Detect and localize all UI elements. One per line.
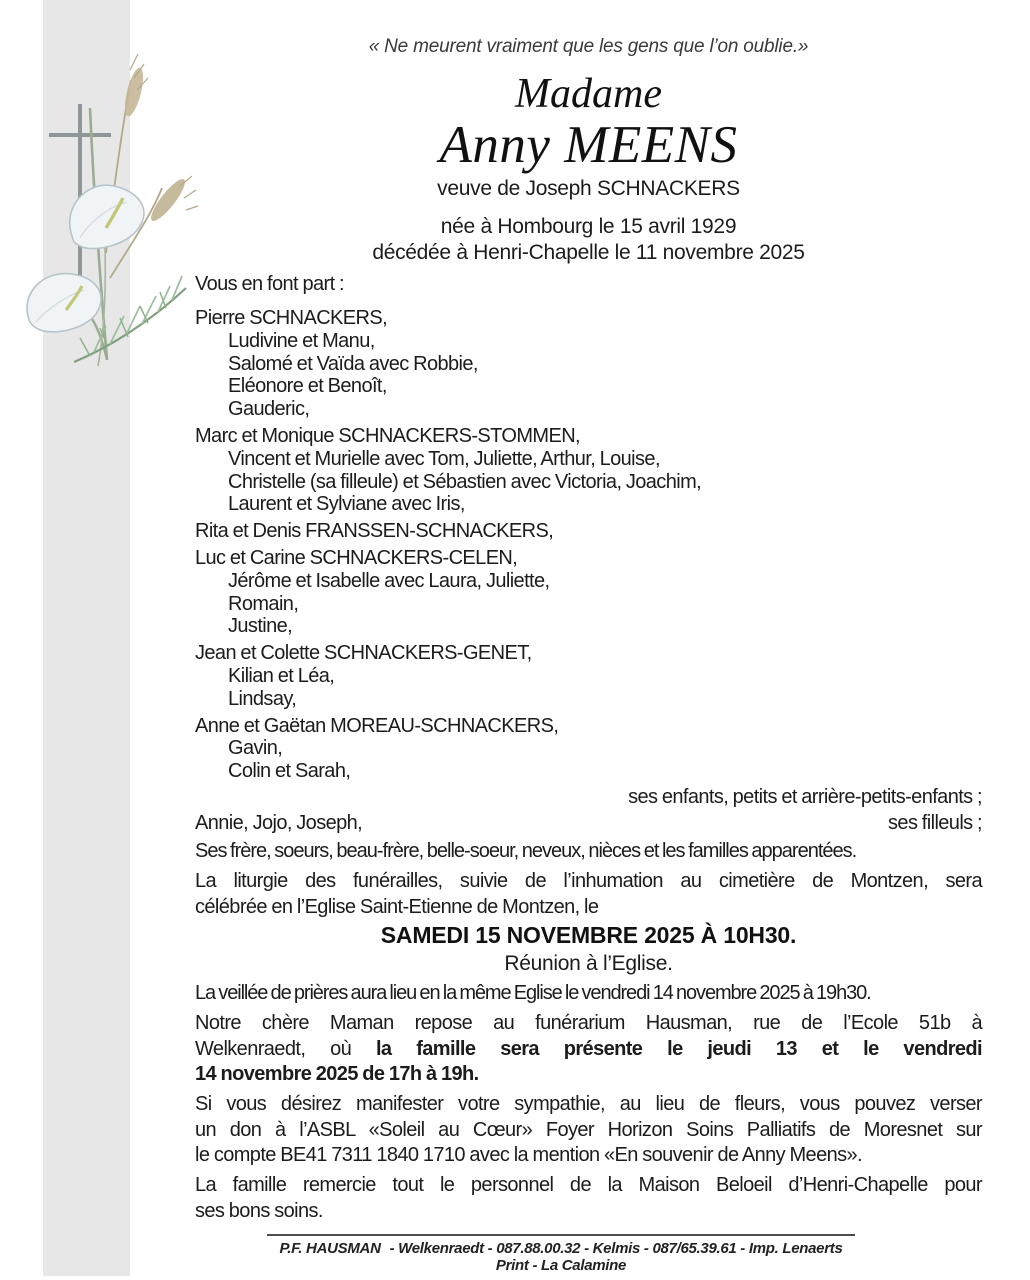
family-group — [195, 715, 982, 783]
family-list — [195, 303, 982, 783]
repose-line-bold: 14 novembre 2025 de 17h à 19h. — [195, 1063, 479, 1085]
title-madame: Madame — [515, 71, 662, 117]
spouse-line: veuve de Joseph SCHNACKERS — [437, 177, 740, 200]
relatives-line: Ses frère, soeurs, beau-frère, belle-soeur, neveux, nièces et les familles apparentées. — [195, 840, 857, 862]
repose-line — [195, 1037, 982, 1063]
repose-text-bold: la famille sera présente le jeudi 13 et le vendredi — [375, 1037, 982, 1060]
family-member: Eléonore et Benoît, — [228, 375, 387, 398]
family-member: Justine, — [228, 615, 293, 638]
funeral-home-name: P.F. HAUSMAN — [279, 1240, 381, 1257]
family-group-head: Rita et Denis FRANSSEN-SCHNACKERS, — [195, 520, 554, 543]
family-member: Ludivine et Manu, — [228, 329, 375, 352]
family-member: Gavin, — [228, 737, 283, 760]
repose-text-normal: Welkenraedt, où — [195, 1037, 376, 1060]
family-group-head: Jean et Colette SCHNACKERS-GENET, — [195, 642, 532, 665]
calla-lily — [27, 274, 101, 332]
liturgy-paragraph — [195, 869, 982, 920]
family-group — [195, 642, 982, 710]
family-group-head: Luc et Carine SCHNACKERS-CELEN, — [195, 546, 518, 569]
funeral-home-footer — [267, 1234, 855, 1274]
family-member: Lindsay, — [228, 687, 297, 710]
family-member: Laurent et Sylviane avec Iris, — [228, 493, 465, 516]
repose-paragraph — [195, 1011, 982, 1088]
family-member: Kilian et Léa, — [228, 664, 335, 687]
family-member: Romain, — [228, 592, 299, 615]
memorial-quote: « Ne meurent vraiment que les gens que l’on oublie.» — [368, 36, 809, 57]
thanks-line: La famille remercie tout le personnel de la Maison Beloeil d’Henri-Chapelle pour — [195, 1174, 982, 1196]
family-group — [195, 547, 982, 638]
announcement-intro: Vous en font part : — [195, 273, 344, 295]
cross-and-lilies-illustration — [10, 48, 205, 383]
family-group — [195, 520, 982, 543]
birth-line: née à Hombourg le 15 avril 1929 — [440, 215, 737, 238]
death-line: décédée à Henri-Chapelle le 11 novembre 2025 — [372, 241, 805, 264]
deceased-name: Anny MEENS — [439, 116, 738, 174]
family-group-head: Marc et Monique SCHNACKERS-STOMMEN, — [195, 424, 581, 447]
family-group — [195, 307, 982, 421]
family-member: Gauderic, — [228, 398, 310, 421]
funeral-date-line: SAMEDI 15 NOVEMBRE 2025 À 10H30. — [380, 922, 797, 948]
donation-line: un don à l’ASBL «Soleil au Cœur» Foyer Horizon Soins Palliatifs de Moresnet sur — [195, 1118, 982, 1141]
liturgy-line: célébrée en l’Eglise Saint-Etienne de Montzen, le — [195, 895, 599, 918]
thanks-line: ses bons soins. — [195, 1199, 323, 1222]
family-member: Salomé et Vaïda avec Robbie, — [228, 352, 478, 375]
family-member: Jérôme et Isabelle avec Laura, Juliette, — [228, 569, 550, 592]
godchildren-row — [195, 812, 982, 835]
footer-text — [267, 1240, 855, 1274]
donation-line: le compte BE41 7311 1840 1710 avec la mention «En souvenir de Anny Meens». — [195, 1144, 862, 1166]
repose-line: Notre chère Maman repose au funérarium Hausman, rue de l’Ecole 51b à — [195, 1012, 982, 1034]
thanks-paragraph — [195, 1173, 982, 1224]
family-group-head: Anne et Gaëtan MOREAU-SCHNACKERS, — [195, 714, 559, 737]
family-member: Colin et Sarah, — [228, 760, 351, 783]
meeting-line: Réunion à l’Eglise. — [504, 952, 673, 975]
vigil-line: La veillée de prières aura lieu en la même Eglise le vendredi 14 novembre 2025 à 19h30. — [195, 982, 871, 1004]
life-dates — [195, 214, 982, 266]
donation-line: Si vous désirez manifester votre sympathie, au lieu de fleurs, vous pouvez verser — [195, 1093, 982, 1115]
godchildren-label: ses filleuls ; — [888, 812, 982, 834]
funeral-home-details: - Welkenraedt - 087.88.00.32 - Kelmis - 087/65.39.61 - Imp. Lenaerts Print - La Calamine — [389, 1240, 843, 1274]
family-group — [195, 425, 982, 516]
godchildren-names: Annie, Jojo, Joseph, — [195, 812, 363, 834]
family-member: Christelle (sa filleule) et Sébastien avec Victoria, Joachim, — [228, 470, 702, 493]
family-group-head: Pierre SCHNACKERS, — [195, 307, 388, 329]
children-line: ses enfants, petits et arrière-petits-enfants ; — [628, 786, 982, 808]
liturgy-line: La liturgie des funérailles, suivie de l’inhumation au cimetière de Montzen, sera — [195, 870, 982, 892]
family-member: Vincent et Murielle avec Tom, Juliette, Arthur, Louise, — [228, 447, 660, 470]
donation-paragraph — [195, 1092, 982, 1169]
